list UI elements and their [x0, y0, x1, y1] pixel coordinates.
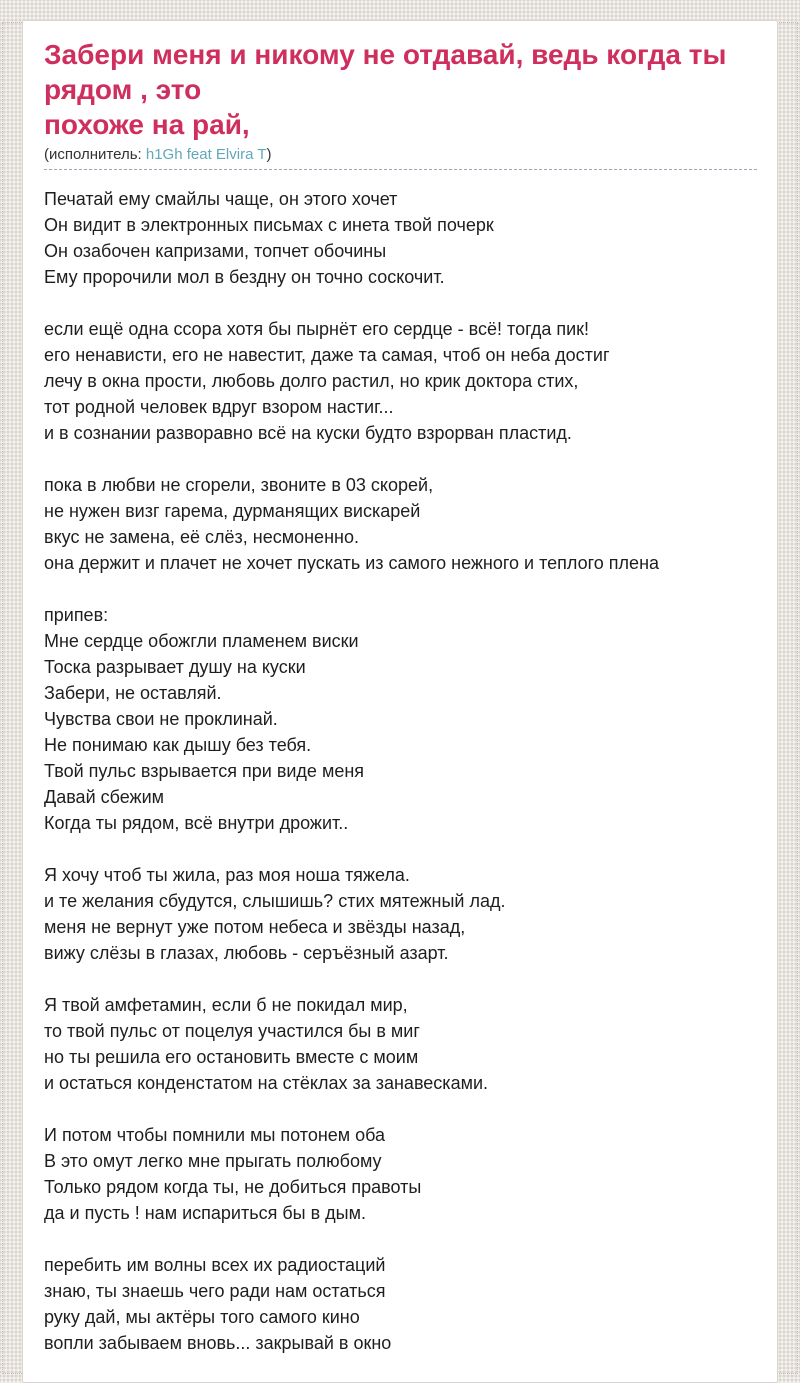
lyrics-gap — [44, 290, 757, 316]
lyrics-line: Давай сбежим — [44, 787, 165, 807]
lyrics-line: Чувства свои не проклинай. — [44, 709, 278, 729]
lyrics-line: пока в любви не сгорели, звоните в 03 скорей, — [44, 475, 434, 495]
title-line-1: Забери меня и никому не отдавай, ведь когда ты рядом , это — [44, 39, 727, 105]
lyrics-line: но ты решила его остановить вместе с моим — [44, 1047, 419, 1067]
lyrics-line: Я твой амфетамин, если б не покидал мир, — [44, 995, 408, 1015]
page-background — [0, 20, 800, 1376]
page-title — [44, 37, 757, 142]
lyrics-line: припев: — [44, 605, 109, 625]
lyrics-line: его ненависти, его не навестит, даже та самая, чтоб он неба достиг — [44, 345, 610, 365]
lyrics-line: да и пусть ! нам испариться бы в дым. — [44, 1203, 366, 1223]
lyrics-line: вижу слёзы в глазах, любовь - серъёзный азарт. — [44, 943, 449, 963]
lyrics-line: Не понимаю как дышу без тебя. — [44, 735, 312, 755]
lyrics-line: и в сознании разворавно всё на куски будто взрорван пластид. — [44, 423, 572, 443]
lyrics-line: перебить им волны всех их радиостаций — [44, 1255, 386, 1275]
lyrics-line: Мне сердце обожгли пламенем виски — [44, 631, 359, 651]
lyrics-line: если ещё одна ссора хотя бы пырнёт его сердце - всё! тогда пик! — [44, 319, 590, 339]
lyrics-line: вкус не замена, её слёз, несмоненно. — [44, 527, 359, 547]
lyrics-line: И потом чтобы помнили мы потонем оба — [44, 1125, 386, 1145]
lyrics-line: вопли забываем вновь... закрывай в окно — [44, 1333, 392, 1353]
artist-link[interactable]: h1Gh feat Elvira T — [145, 146, 267, 163]
lyrics-line: она держит и плачет не хочет пускать из самого нежного и теплого плена — [44, 553, 660, 573]
lyrics-line: Только рядом когда ты, не добиться правоты — [44, 1177, 422, 1197]
lyrics-line: Я хочу чтоб ты жила, раз моя ноша тяжела. — [44, 865, 410, 885]
artist-label: (исполнитель: — [44, 146, 146, 163]
lyrics-gap — [44, 1226, 757, 1252]
lyrics-line: Он видит в электронных письмах с инета твой почерк — [44, 215, 494, 235]
lyrics-line: меня не вернут уже потом небеса и звёзды назад, — [44, 917, 466, 937]
lyrics-gap — [44, 576, 757, 602]
lyrics-line: Когда ты рядом, всё внутри дрожит.. — [44, 813, 349, 833]
lyrics-gap — [44, 1096, 757, 1122]
lyrics-line: лечу в окна прости, любовь долго растил, но крик доктора стих, — [44, 371, 579, 391]
lyrics-line: Печатай ему смайлы чаще, он этого хочет — [44, 189, 398, 209]
lyrics-card — [22, 20, 778, 1383]
lyrics-line: и остаться конденстатом на стёклах за занавесками. — [44, 1073, 489, 1093]
lyrics-text — [44, 186, 757, 1356]
lyrics-line: знаю, ты знаешь чего ради нам остаться — [44, 1281, 386, 1301]
lyrics-line: то твой пульс от поцелуя участился бы в миг — [44, 1021, 420, 1041]
title-line-2: похоже на рай, — [44, 109, 250, 140]
lyrics-line: Он озабочен капризами, топчет обочины — [44, 241, 387, 261]
lyrics-line: тот родной человек вдруг взором настиг... — [44, 397, 394, 417]
lyrics-line: и те желания сбудутся, слышишь? стих мятежный лад. — [44, 891, 506, 911]
lyrics-gap — [44, 966, 757, 992]
lyrics-gap — [44, 836, 757, 862]
lyrics-line: Тоска разрывает душу на куски — [44, 657, 306, 677]
lyrics-gap — [44, 446, 757, 472]
artist-suffix: ) — [266, 146, 272, 163]
lyrics-line: В это омут легко мне прыгать полюбому — [44, 1151, 382, 1171]
lyrics-line: Ему пророчили мол в бездну он точно соскочит. — [44, 267, 445, 287]
lyrics-line: руку дай, мы актёры того самого кино — [44, 1307, 360, 1327]
artist-line — [44, 145, 757, 170]
lyrics-line: Забери, не оставляй. — [44, 683, 222, 703]
lyrics-line: Твой пульс взрывается при виде меня — [44, 761, 365, 781]
lyrics-line: не нужен визг гарема, дурманящих вискарей — [44, 501, 421, 521]
